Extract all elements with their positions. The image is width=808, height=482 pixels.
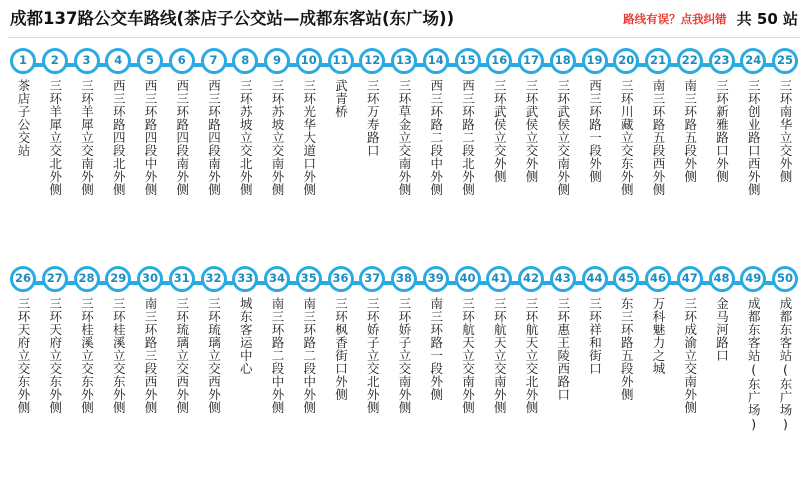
station-node[interactable] [645,266,671,292]
station-stop[interactable] [230,266,260,482]
station-name: 三环苏坡立交南外侧 [270,79,285,196]
station-number: 18 [554,53,571,68]
station-number: 15 [459,53,476,68]
station-stop[interactable] [516,266,546,482]
station-number: 14 [427,53,444,68]
station-node[interactable] [613,266,639,292]
station-number: 24 [745,53,762,68]
station-stop[interactable] [516,48,546,256]
correction-link[interactable]: 路线有误？点我纠错 [623,12,727,26]
station-stop[interactable] [643,48,673,256]
station-name: 三环枫香街口外侧 [333,297,349,401]
station-node[interactable] [232,266,258,292]
station-node[interactable] [105,266,131,292]
station-name: 三环桂溪立交东外侧 [79,297,95,414]
station-name: 成都东客站(东广场) [778,297,793,432]
station-node[interactable] [10,48,36,74]
station-number: 46 [649,271,666,286]
station-name: 三环航天立交北外侧 [524,297,539,414]
station-stop[interactable] [580,266,610,482]
station-list-1 [8,48,800,256]
station-number: 35 [300,271,317,286]
station-stop[interactable] [199,266,229,482]
station-node[interactable] [740,266,766,292]
station-stop[interactable] [453,266,483,482]
header-right [623,10,798,28]
station-node[interactable] [391,48,417,74]
station-number: 16 [491,53,508,68]
station-name: 西三环路四段南外侧 [174,79,190,196]
station-number: 49 [745,271,762,286]
station-number: 2 [50,53,59,68]
station-name: 三环琉璃立交西外侧 [174,297,190,414]
station-name: 三环成渝立交南外侧 [682,297,698,414]
station-number: 29 [110,271,127,286]
station-number: 9 [272,53,281,68]
station-node[interactable] [740,48,766,74]
station-name: 三环航天立交南外侧 [492,297,508,414]
station-node[interactable] [677,266,703,292]
station-node[interactable] [455,266,481,292]
station-number: 37 [364,271,381,286]
station-name: 三环航天立交南外侧 [460,297,476,414]
station-stop[interactable] [770,48,800,256]
station-name: 南三环路一段外侧 [428,297,444,401]
station-node[interactable] [42,266,68,292]
station-stop[interactable] [421,266,451,482]
station-number: 8 [241,53,250,68]
station-number: 41 [491,271,508,286]
station-node[interactable] [423,266,449,292]
station-stop[interactable] [484,266,514,482]
station-number: 28 [78,271,95,286]
station-stop[interactable] [738,48,768,256]
station-node[interactable] [486,266,512,292]
station-number: 25 [776,53,793,68]
station-node[interactable] [518,266,544,292]
total-stations-label: 共 50 站 [736,10,798,28]
station-list-2 [8,266,800,482]
station-stop[interactable] [675,266,705,482]
station-node[interactable] [550,48,576,74]
station-stop[interactable] [8,266,38,482]
station-node[interactable] [169,48,195,74]
station-stop[interactable] [40,266,70,482]
station-stop[interactable] [294,48,324,256]
station-number: 33 [237,271,254,286]
station-stop[interactable] [357,48,387,256]
station-stop[interactable] [611,48,641,256]
station-number: 50 [776,271,793,286]
station-node[interactable] [582,266,608,292]
station-node[interactable] [582,48,608,74]
station-name: 武青桥 [333,79,349,118]
station-stop[interactable] [707,48,737,256]
station-stop[interactable] [103,266,133,482]
station-stop[interactable] [135,266,165,482]
station-stop[interactable] [262,266,292,482]
station-number: 13 [395,53,412,68]
station-number: 39 [427,271,444,286]
station-name: 三环天府立交东外侧 [16,297,31,414]
station-number: 23 [713,53,730,68]
station-stop[interactable] [484,48,514,256]
station-node[interactable] [74,266,100,292]
station-node[interactable] [137,48,163,74]
station-name: 西三环路二段北外侧 [460,79,476,196]
station-node[interactable] [772,266,798,292]
station-name: 成都东客站(东广场) [746,297,762,432]
station-name: 三环新雅路口外侧 [714,79,730,183]
station-number: 45 [618,271,635,286]
station-name: 西三环路四段中外侧 [143,79,158,196]
station-number: 10 [300,53,317,68]
station-number: 21 [649,53,666,68]
station-name: 东三环路五段外侧 [619,297,635,401]
station-stop[interactable] [548,266,578,482]
station-name: 三环草金立交南外侧 [397,79,412,196]
station-number: 36 [332,271,349,286]
station-node[interactable] [328,48,354,74]
route-row-second-half [0,256,808,482]
station-stop[interactable] [199,48,229,256]
station-stop[interactable] [389,266,419,482]
station-name: 三环苏坡立交北外侧 [238,79,254,196]
station-name: 三环南华立交外侧 [778,79,793,183]
station-stop[interactable] [357,266,387,482]
header [0,0,808,38]
station-name: 三环武侯立交外侧 [492,79,508,183]
station-stop[interactable] [770,266,800,482]
station-node[interactable] [10,266,36,292]
station-stop[interactable] [611,266,641,482]
station-node[interactable] [137,266,163,292]
station-stop[interactable] [453,48,483,256]
station-node[interactable] [201,266,227,292]
station-stop[interactable] [103,48,133,256]
station-number: 38 [395,271,412,286]
station-number: 47 [681,271,698,286]
station-number: 20 [618,53,635,68]
station-name: 三环娇子立交北外侧 [365,297,381,414]
station-node[interactable] [772,48,798,74]
route-row-first-half [0,38,808,256]
station-node[interactable] [486,48,512,74]
station-name: 茶店子公交站 [16,79,31,157]
station-number: 11 [332,53,349,68]
station-number: 3 [82,53,91,68]
station-number: 22 [681,53,698,68]
station-name: 三环万寿路口 [365,79,381,157]
station-node[interactable] [359,266,385,292]
station-name: 金马河路口 [714,297,730,362]
station-node[interactable] [105,48,131,74]
station-name: 南三环路五段西外侧 [651,79,666,196]
station-name: 三环光华大道口外侧 [301,79,317,196]
station-number: 31 [173,271,190,286]
station-stop[interactable] [294,266,324,482]
station-number: 6 [177,53,186,68]
station-number: 12 [364,53,381,68]
station-name: 三环武侯立交南外侧 [555,79,571,196]
station-node[interactable] [391,266,417,292]
station-name: 南三环路五段外侧 [682,79,698,183]
station-stop[interactable] [643,266,673,482]
station-node[interactable] [264,48,290,74]
station-node[interactable] [709,48,735,74]
station-name: 三环天府立交东外侧 [47,297,63,414]
station-number: 4 [114,53,123,68]
station-node[interactable] [201,48,227,74]
page-title: 成都137路公交车路线(茶店子公交站—成都东客站(东广场)) [10,9,455,28]
station-name: 三环羊犀立交南外侧 [79,79,95,196]
station-node[interactable] [232,48,258,74]
station-stop[interactable] [167,48,197,256]
station-node[interactable] [613,48,639,74]
station-node[interactable] [264,266,290,292]
station-stop[interactable] [230,48,260,256]
station-node[interactable] [455,48,481,74]
station-stop[interactable] [738,266,768,482]
station-name: 三环川藏立交东外侧 [619,79,635,196]
station-stop[interactable] [262,48,292,256]
station-name: 南三环路二段中外侧 [270,297,285,414]
station-number: 43 [554,271,571,286]
station-node[interactable] [296,266,322,292]
station-name: 三环创业路口西外侧 [746,79,762,196]
station-stop[interactable] [580,48,610,256]
station-node[interactable] [42,48,68,74]
station-name: 南三环路三段西外侧 [143,297,158,414]
station-stop[interactable] [326,48,356,256]
station-stop[interactable] [707,266,737,482]
station-stop[interactable] [40,48,70,256]
station-name: 南三环路二段中外侧 [301,297,317,414]
station-name: 三环琉璃立交西外侧 [206,297,222,414]
station-name: 三环桂溪立交东外侧 [111,297,127,414]
station-name: 城东客运中心 [238,297,254,375]
station-stop[interactable] [389,48,419,256]
station-number: 30 [141,271,158,286]
station-name: 三环惠王陵西路口 [555,297,571,401]
station-number: 7 [209,53,218,68]
station-stop[interactable] [72,48,102,256]
station-node[interactable] [423,48,449,74]
station-node[interactable] [359,48,385,74]
station-number: 19 [586,53,603,68]
station-name: 西三环路二段中外侧 [428,79,444,196]
station-number: 27 [46,271,63,286]
station-number: 48 [713,271,730,286]
station-node[interactable] [550,266,576,292]
station-node[interactable] [518,48,544,74]
station-number: 34 [268,271,285,286]
station-stop[interactable] [135,48,165,256]
station-number: 5 [145,53,154,68]
station-name: 三环武侯立交外侧 [524,79,539,183]
station-stop[interactable] [72,266,102,482]
station-node[interactable] [645,48,671,74]
station-number: 40 [459,271,476,286]
station-name: 三环羊犀立交北外侧 [47,79,63,196]
station-name: 三环娇子立交南外侧 [397,297,412,414]
station-name: 西三环路四段南外侧 [206,79,222,196]
station-name: 西三环路四段北外侧 [111,79,127,196]
station-stop[interactable] [8,48,38,256]
station-number: 32 [205,271,222,286]
station-number: 26 [14,271,31,286]
station-number: 17 [522,53,539,68]
station-node[interactable] [296,48,322,74]
station-node[interactable] [328,266,354,292]
station-number: 44 [586,271,603,286]
station-node[interactable] [74,48,100,74]
station-stop[interactable] [675,48,705,256]
station-stop[interactable] [548,48,578,256]
station-node[interactable] [169,266,195,292]
station-stop[interactable] [167,266,197,482]
station-node[interactable] [709,266,735,292]
station-stop[interactable] [326,266,356,482]
station-node[interactable] [677,48,703,74]
station-name: 三环祥和街口 [587,297,603,375]
station-number: 1 [18,53,27,68]
station-number: 42 [522,271,539,286]
station-stop[interactable] [421,48,451,256]
station-name: 西三环路一段外侧 [587,79,603,183]
station-name: 万科魅力之城 [651,297,666,375]
